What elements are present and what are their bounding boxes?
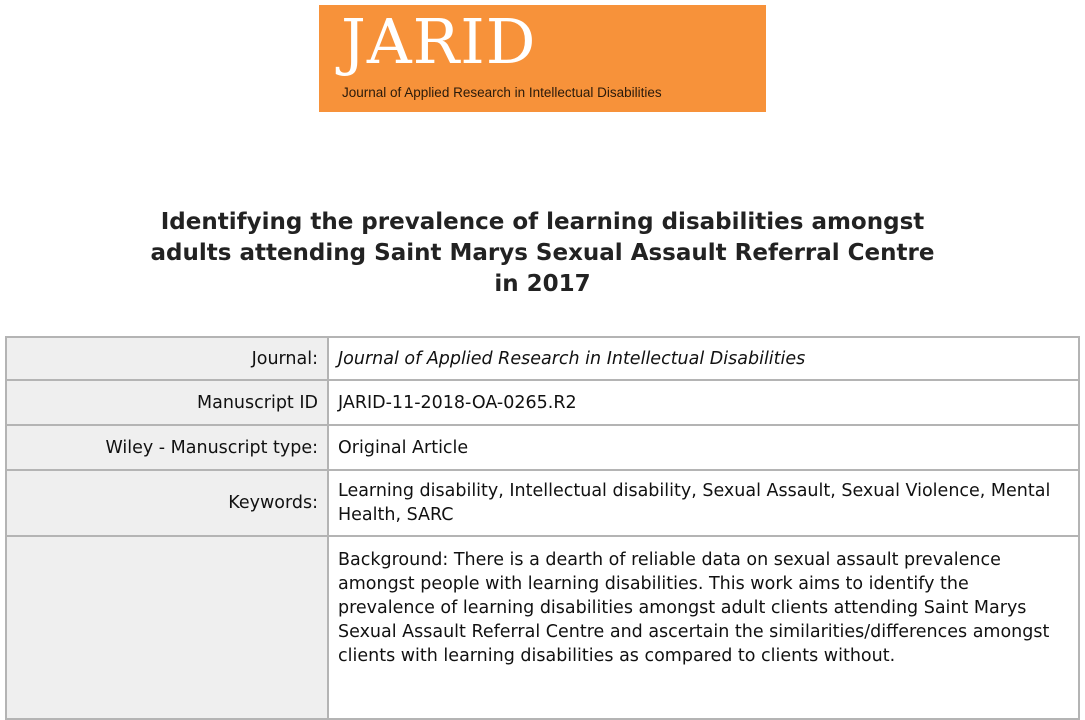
manuscript-metadata-table xyxy=(5,336,1080,720)
paper-title-line: in 2017 xyxy=(494,271,591,297)
manuscript-id-row xyxy=(7,381,1080,426)
journal-logo-banner xyxy=(319,5,766,112)
journal-logo-title: JARID xyxy=(341,5,537,78)
journal-value: Journal of Applied Research in Intellectual Disabilities xyxy=(329,338,1080,381)
manuscript-type-value: Original Article xyxy=(329,426,1080,471)
keywords-label: Keywords: xyxy=(7,471,329,537)
keywords-row xyxy=(7,471,1080,537)
manuscript-type-label: Wiley - Manuscript type: xyxy=(7,426,329,471)
manuscript-id-label: Manuscript ID xyxy=(7,381,329,426)
manuscript-id-value: JARID-11-2018-OA-0265.R2 xyxy=(329,381,1080,426)
keywords-value: Learning disability, Intellectual disability, Sexual Assault, Sexual Violence, Mental Health, SARC xyxy=(329,471,1080,537)
paper-title-line: adults attending Saint Marys Sexual Assault Referral Centre xyxy=(150,240,935,266)
abstract-row xyxy=(7,537,1080,720)
abstract-value: Background: There is a dearth of reliable data on sexual assault prevalence amongst people with learning disabilities. This work aims to identify the prevalence of learning disabilities amongst adult clients attending Saint Marys Sexual Assault Referral Centre and ascertain the similarities/differences amongst clients with learning disabilities as compared to clients without. xyxy=(329,537,1080,720)
journal-logo-subtitle: Journal of Applied Research in Intellectual Disabilities xyxy=(342,85,662,100)
manuscript-type-row xyxy=(7,426,1080,471)
abstract-label xyxy=(7,537,329,720)
journal-row xyxy=(7,338,1080,381)
paper-title-line: Identifying the prevalence of learning disabilities amongst xyxy=(160,209,925,235)
paper-title xyxy=(80,207,1005,300)
journal-label: Journal: xyxy=(7,338,329,381)
